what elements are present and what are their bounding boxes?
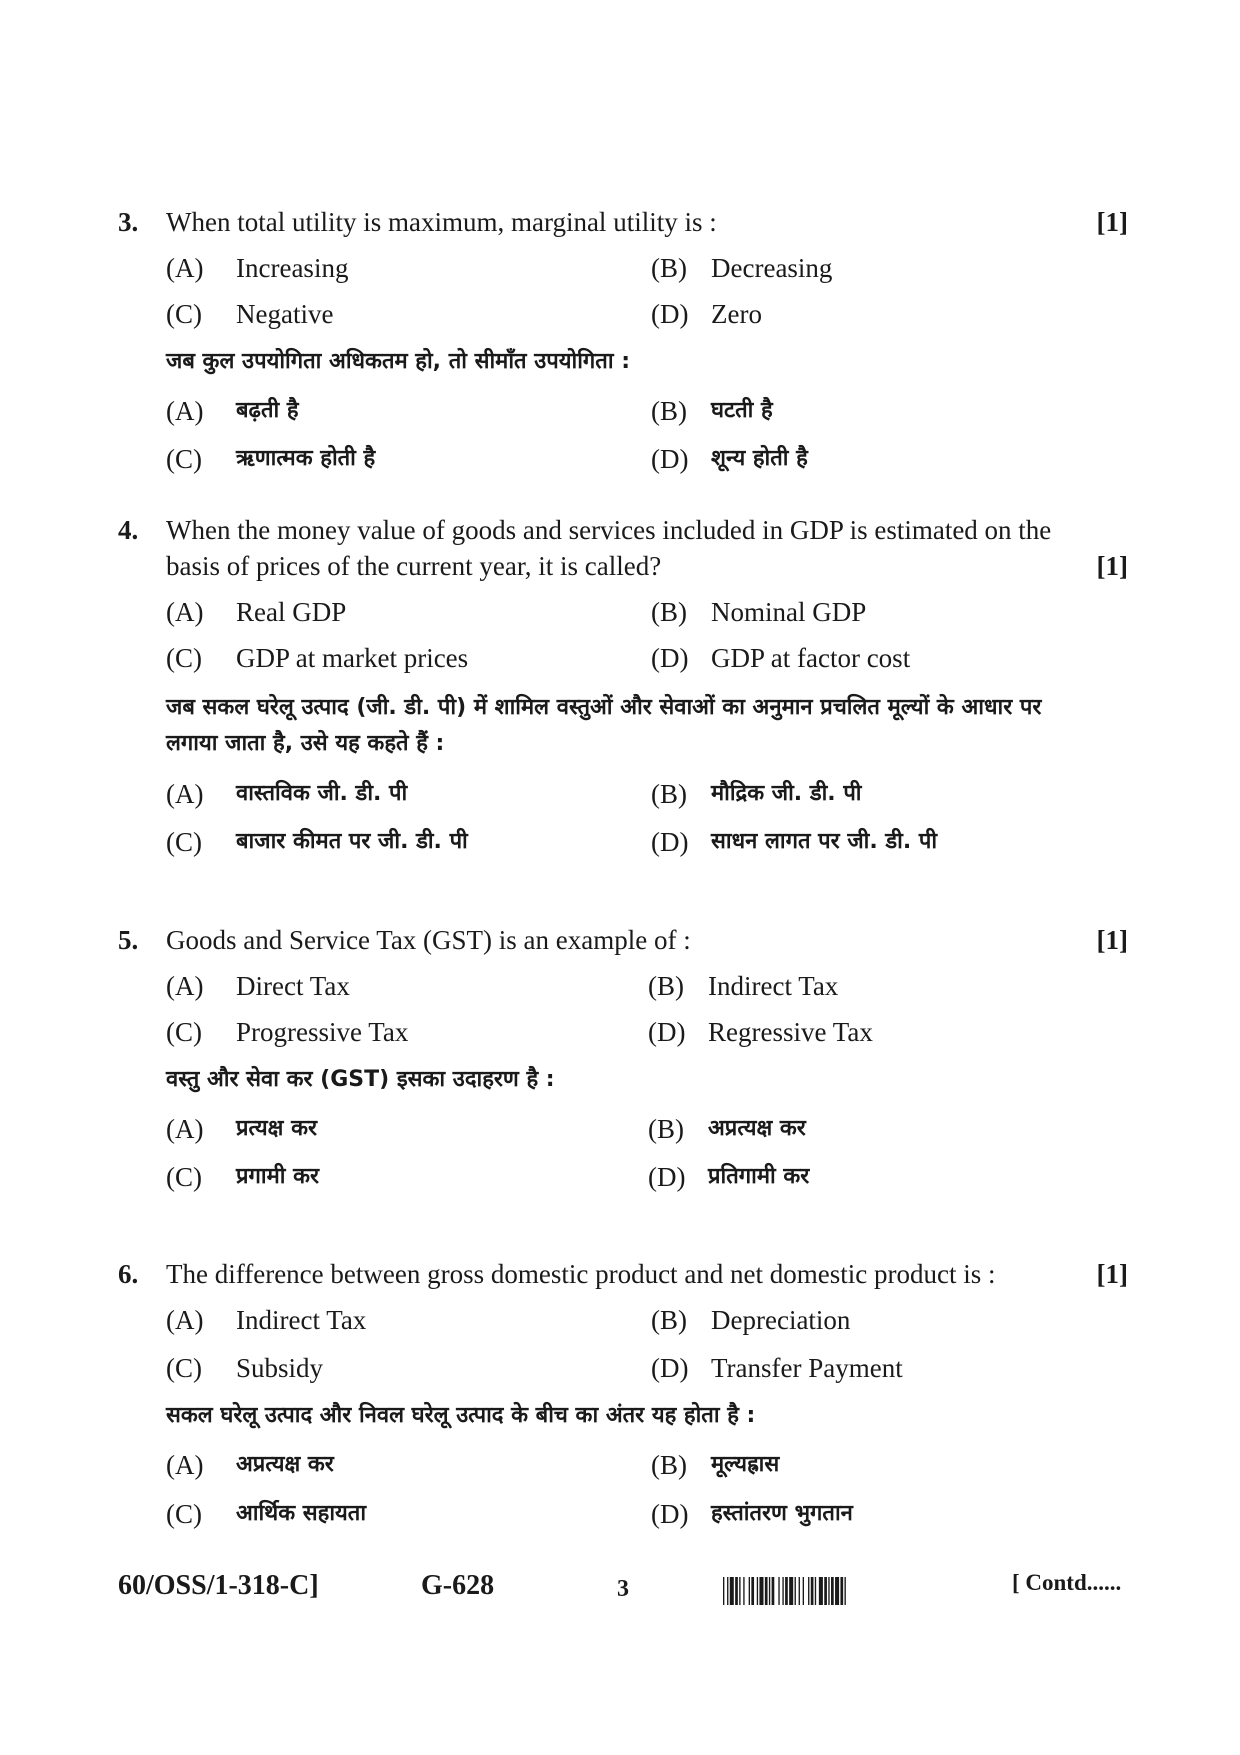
question-hindi-text: जब सकल घरेलू उत्पाद (जी. डी. पी) में शामिल वस्तुओं और सेवाओं का अनुमान प्रचलित मूल्यों के आधार पर <box>166 695 1042 720</box>
page-number: 3 <box>617 1576 629 1602</box>
paper-code: 60/OSS/1-318-C] <box>118 1570 319 1601</box>
question-hindi-text: जब कुल उपयोगिता अधिकतम हो, तो सीमाँत उपयोगिता : <box>166 349 631 374</box>
question-text: Goods and Service Tax (GST) is an example of : <box>166 925 691 955</box>
question-number: 5. <box>118 925 139 955</box>
question-hindi-text-line-2: लगाया जाता है, उसे यह कहते हैं : <box>166 731 445 756</box>
page-footer <box>0 1570 1240 1610</box>
question-5 <box>118 922 1128 958</box>
question-text-line-2: basis of prices of the current year, it is called? <box>166 551 662 581</box>
question-4 <box>118 512 1128 584</box>
marks-label: [1] <box>1096 551 1128 581</box>
question-3 <box>118 204 1128 240</box>
question-text: When total utility is maximum, marginal utility is : <box>166 207 717 237</box>
marks-label: [1] <box>1096 207 1128 237</box>
barcode <box>723 1577 949 1605</box>
question-hindi-text: वस्तु और सेवा कर (GST) इसका उदाहरण है : <box>166 1067 555 1092</box>
marks-label: [1] <box>1096 1259 1128 1289</box>
question-6 <box>118 1256 1128 1292</box>
continued-label: [ Contd...... <box>1012 1570 1122 1595</box>
question-number: 4. <box>118 515 139 545</box>
question-hindi-text: सकल घरेलू उत्पाद और निवल घरेलू उत्पाद के बीच का अंतर यह होता है : <box>166 1403 756 1428</box>
question-number: 3. <box>118 207 139 237</box>
question-text: The difference between gross domestic product and net domestic product is : <box>166 1259 996 1289</box>
question-number: 6. <box>118 1259 139 1289</box>
series-code: G-628 <box>421 1570 495 1601</box>
question-text: When the money value of goods and services included in GDP is estimated on the <box>166 515 1052 545</box>
marks-label: [1] <box>1096 925 1128 955</box>
exam-page: 3. When total utility is maximum, marginal utility is : [1] (A) Increasing (B) Decreasing (C) Negative (D) Zero जब कुल उपयोगिता अधिकतम हो, तो सीमाँत उपयोगिता : (A) बढ़ती है (B) घटती है (C) ऋणात्मक होती है (D) शून्य होती है 4. When the money value of goods and services included in GDP is estimated on the basis of prices of the current year, it is called? [1] (A) Real GDP (B) Nominal GDP (C) GDP at market prices (D) GDP at factor cost जब सकल घरेलू उत्पाद (जी. डी. पी) में शामिल वस्तुओं और सेवाओं का अनुमान प्रचलित मूल्यों के आधार पर लगाया जाता है, उसे यह कहते हैं : (A) वास्तविक जी. डी. पी (B) मौद्रिक जी. डी. पी (C) बाजार कीमत पर जी. डी. पी (D) साधन लागत पर जी. डी. पी 5. Goods and Service Tax (GST) is an example of : [1] (A) Direct Tax (B) Indirect Tax (C) Progressive Tax (D) Regressive Tax वस्तु और सेवा कर (GST) इसका उदाहरण है : (A) प्रत्यक्ष कर (B) अप्रत्यक्ष कर (C) प्रगामी कर (D) प्रतिगामी कर 6. The difference between gross domestic product and net domestic product is : [1] (A) Indirect Tax (B) Depreciation (C) Subsidy (D) Transfer Payment सकल घरेलू उत्पाद और निवल घरेलू उत्पाद के बीच का अंतर यह होता है : (A) अप्रत्यक्ष कर (B) मूल्यह्रास (C) आर्थिक सहायता (D) हस्तांतरण भुगतान 60/OSS/1-318-C] G-628 3 [ Contd...... <box>0 0 1240 1755</box>
